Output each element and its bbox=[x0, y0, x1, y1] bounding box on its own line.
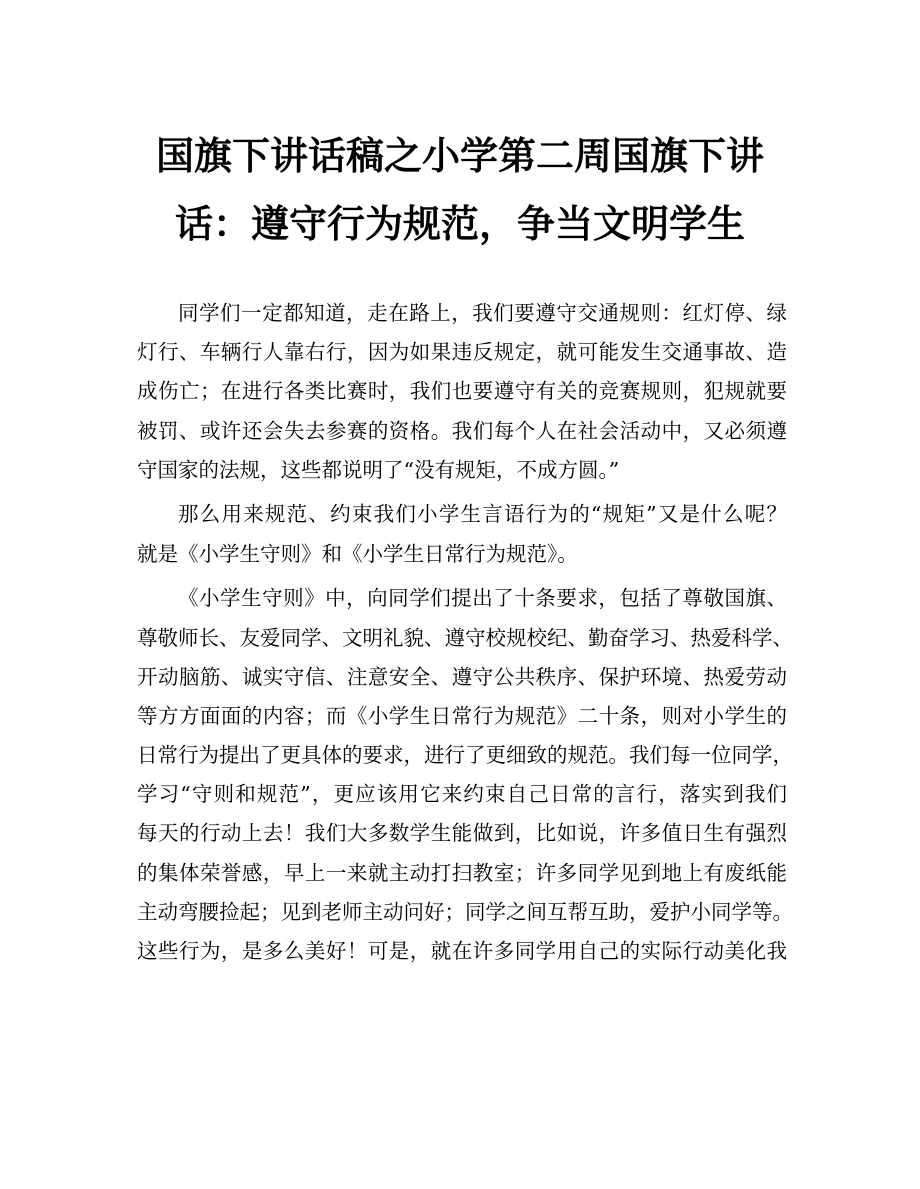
text-line: 守国家的法规，这些都说明了“没有规矩，不成方圆。” bbox=[137, 457, 620, 482]
title-line: 话：遵守行为规范，争当文明学生 bbox=[174, 201, 745, 246]
text-line: 主动弯腰捡起；见到老师主动问好；同学之间互帮互助，爱护小同学等。 bbox=[137, 899, 793, 924]
paragraph-what-are-rules bbox=[137, 495, 787, 573]
text-line: 尊敬师长、友爱同学、文明礼貌、遵守校规校纪、勤奋学习、热爱科学、 bbox=[137, 625, 793, 650]
text-line: 同学们一定都知道，走在路上，我们要遵守交通规则：红灯停、绿 bbox=[178, 301, 787, 325]
text-line: 被罚、或许还会失去参赛的资格。我们每个人在社会活动中，又必须遵 bbox=[137, 418, 787, 443]
title-line: 国旗下讲话稿之小学第二周国旗下讲 bbox=[155, 133, 764, 178]
text-line: 等方方面面的内容；而《小学生日常行为规范》二十条，则对小学生的 bbox=[137, 703, 787, 728]
text-line: 的集体荣誉感，早上一来就主动打扫教室；许多同学见到地上有废纸能 bbox=[137, 860, 787, 885]
text-line: 每天的行动上去！我们大多数学生能做到，比如说，许多值日生有强烈 bbox=[137, 821, 787, 846]
text-line: 这些行为，是多么美好！可是，就在许多同学用自己的实际行动美化我 bbox=[137, 939, 787, 963]
text-line: 成伤亡；在进行各类比赛时，我们也要遵守有关的竞赛规则，犯规就要 bbox=[137, 379, 787, 404]
text-line: 那么用来规范、约束我们小学生言语行为的“规矩”又是什么呢？ bbox=[178, 502, 787, 527]
text-line: 学习“守则和规范”，更应该用它来约束自己日常的言行，落实到我们 bbox=[137, 782, 787, 807]
text-line: 《小学生守则》中，向同学们提出了十条要求，包括了尊敬国旗、 bbox=[178, 586, 787, 611]
text-line: 日常行为提出了更具体的要求，进行了更细致的规范。我们每一位同学， bbox=[137, 743, 793, 768]
text-line: 就是《小学生守则》和《小学生日常行为规范》。 bbox=[137, 541, 578, 566]
text-line: 开动脑筋、诚实守信、注意安全、遵守公共秩序、保护环境、热爱劳动 bbox=[137, 664, 787, 689]
paragraph-traffic-rules bbox=[137, 294, 787, 490]
paragraph-student-code bbox=[137, 579, 793, 971]
text-line: 灯行、车辆行人靠右行，因为如果违反规定，就可能发生交通事故、造 bbox=[137, 340, 787, 365]
document-title bbox=[120, 122, 800, 258]
document-body bbox=[137, 294, 793, 977]
